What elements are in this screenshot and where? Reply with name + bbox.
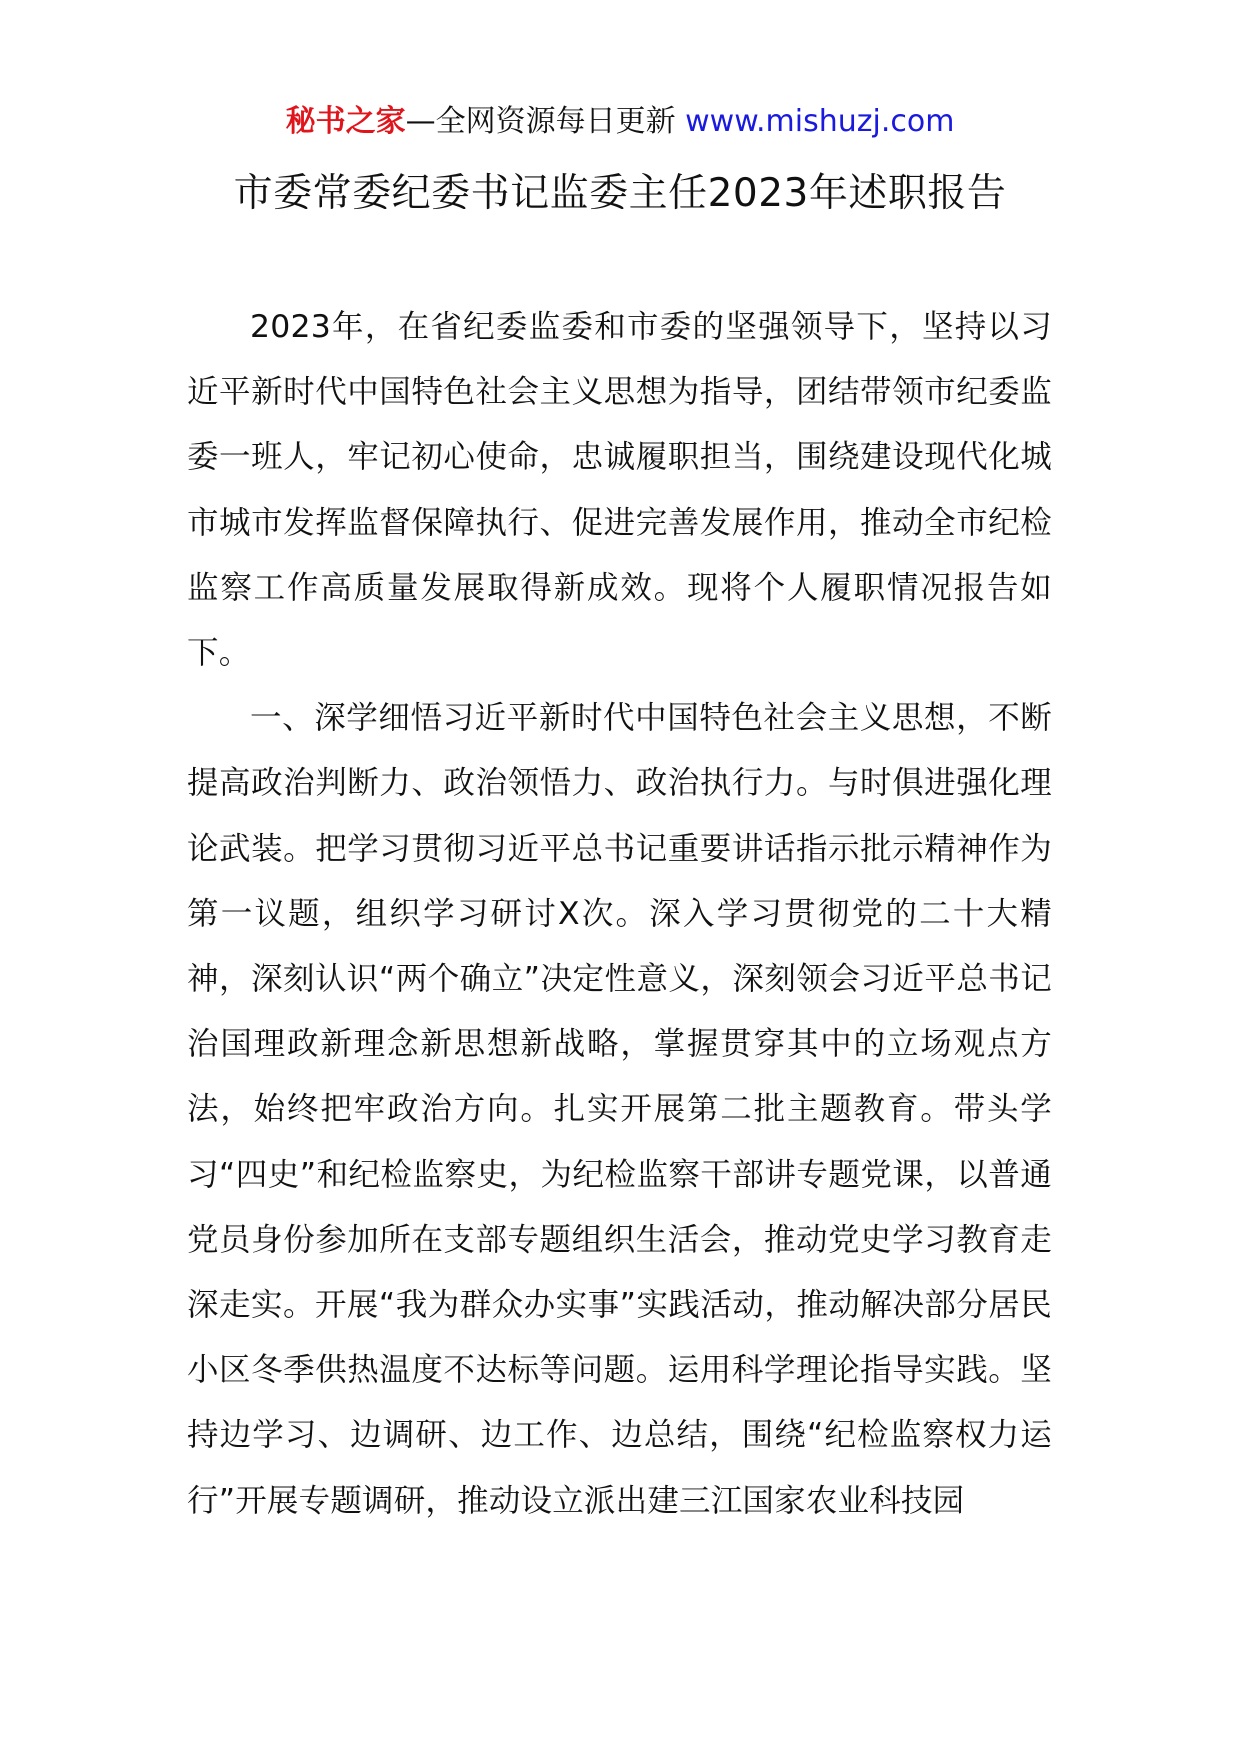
document-title: 市委常委纪委书记监委主任2023年述职报告 bbox=[233, 171, 1007, 216]
document-body bbox=[187, 295, 1052, 1534]
header-tagline: —全网资源每日更新 bbox=[405, 104, 676, 139]
paragraph-intro: 2023年，在省纪委监委和市委的坚强领导下，坚持以习近平新时代中国特色社会主义思想为指导，团结带领市纪委监委一班人，牢记初心使命，忠诚履职担当，围绕建设现代化城市城市发挥监督保障执行、促进完善发展作用，推动全市纪检监察工作高质量发展取得新成效。现将个人履职情况报告如下。 bbox=[187, 309, 1052, 672]
site-header bbox=[0, 102, 1240, 142]
brand-name: 秘书之家 bbox=[285, 104, 406, 139]
paragraph-section-one: 一、深学细悟习近平新时代中国特色社会主义思想，不断提高政治判断力、政治领悟力、政治执行力。与时俱进强化理论武装。把学习贯彻习近平总书记重要讲话指示批示精神作为第一议题，组织学习研讨X次。深入学习贯彻党的二十大精神，深刻认识“两个确立”决定性意义，深刻领会习近平总书记治国理政新理念新思想新战略，掌握贯穿其中的立场观点方法，始终把牢政治方向。扎实开展第二批主题教育。带头学习“四史”和纪检监察史，为纪检监察干部讲专题党课，以普通党员身份参加所在支部专题组织生活会，推动党史学习教育走深走实。开展“我为群众办实事”实践活动，推动解决部分居民小区冬季供热温度不达标等问题。运用科学理论指导实践。坚持边学习、边调研、边工作、边总结，围绕“纪检监察权力运行”开展专题调研，推动设立派出建三江国家农业科技园 bbox=[187, 700, 1052, 1519]
site-url-link[interactable]: www.mishuzj.com bbox=[685, 104, 955, 139]
